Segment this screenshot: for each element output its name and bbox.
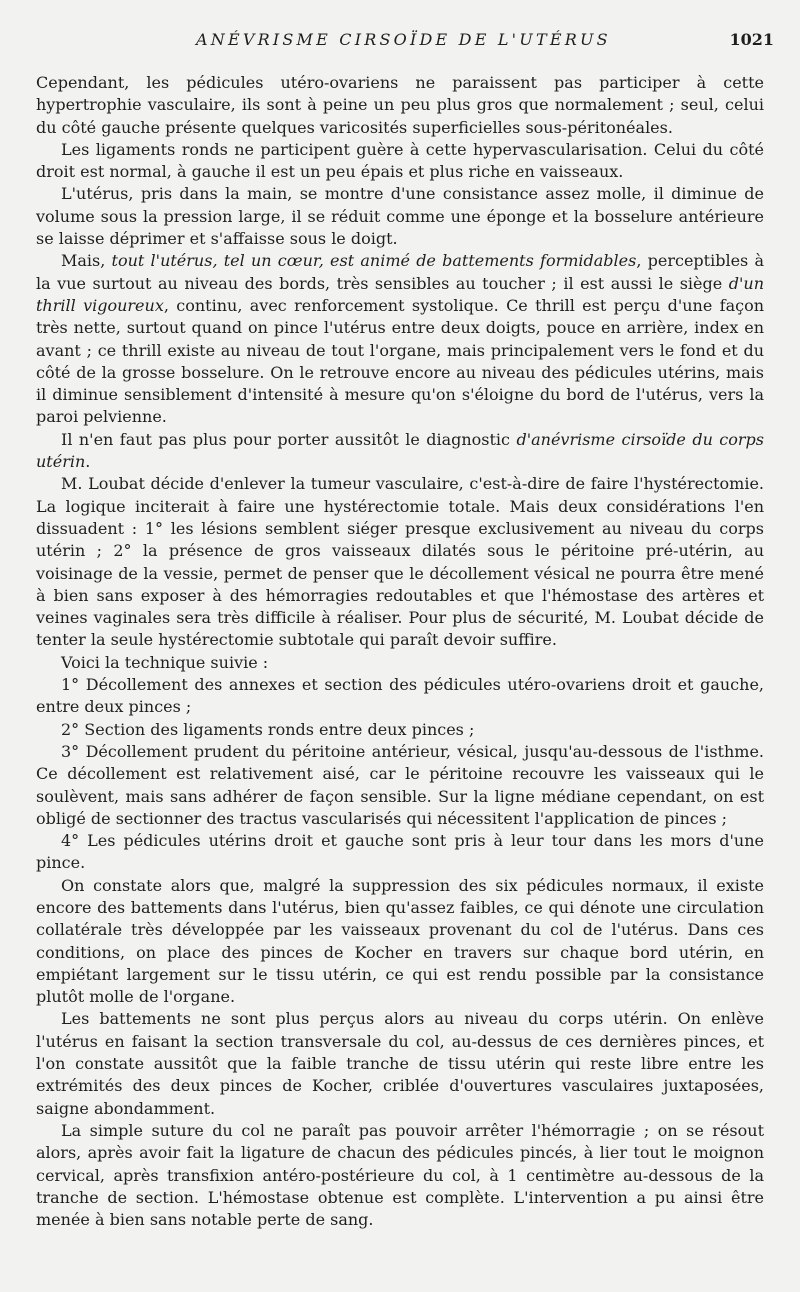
text-run: , continu, avec renforcement systolique. Ce thrill est perçu d'une façon très nette, surtout quand on pince l'utérus entre deux doigts, pouce en arrière, index en avant ; ce thrill existe au niveau de tout l'organe, mais principalement vers le fond et du côté de la grosse bosselure. On le retrouve encore au niveau des pédicules utérins, mais il diminue sensiblement d'intensité à mesure qu'on s'éloigne du bord de l'utérus, vers la paroi pelvienne. bbox=[36, 295, 764, 427]
list-item: 4° Les pédicules utérins droit et gauche sont pris à leur tour dans les mors d'une pince. bbox=[36, 831, 764, 873]
italic-text-run: d'un thrill vigoureux bbox=[36, 273, 764, 315]
text-run: . bbox=[85, 452, 91, 472]
page-header bbox=[36, 30, 774, 54]
paragraph: L'utérus, pris dans la main, se montre d'une consistance assez molle, il diminue de volume sous la pression large, il se réduit comme une éponge et la bosselure antérieure se laisse déprimer et s'affaisse sous le doigt. bbox=[36, 184, 764, 249]
text-run: Mais, bbox=[61, 251, 112, 271]
list-item: 2° Section des ligaments ronds entre deux pinces ; bbox=[61, 719, 475, 739]
text-run: , perceptibles à la vue surtout au niveau des bords, très sensibles au toucher ; il est aussi le siège bbox=[36, 251, 764, 293]
running-title: ANÉVRISME CIRSOÏDE DE L'UTÉRUS bbox=[196, 30, 611, 49]
paragraph: Cependant, les pédicules utéro-ovariens ne paraissent pas participer à cette hypertrophie vasculaire, ils sont à peine un peu plus gros que normalement ; seul, celui du côté gauche présente quelques varicosités superficielles sous-péritonéales. bbox=[36, 73, 764, 137]
body-text bbox=[36, 72, 764, 1231]
paragraph: M. Loubat décide d'enlever la tumeur vasculaire, c'est-à-dire de faire l'hystérectomie. La logique inciterait à faire une hystérectomie totale. Mais deux considérations l'en dissuadent : 1° les lésions semblent siéger presque exclusivement au niveau du corps utérin ; 2° la présence de gros vaisseaux dilatés sous le péritoine pré-utérin, au voisinage de la vessie, permet de penser que le décollement vésical ne pourra être mené à bien sans exposer à des hémorragies redoutables et que l'hémostase des artères et veines vaginales sera très difficile à réaliser. Pour plus de sécurité, M. Loubat décide de tenter la seule hystérectomie subtotale qui paraît devoir suffire. bbox=[36, 474, 764, 650]
list-item: 3° Décollement prudent du péritoine antérieur, vésical, jusqu'au-dessous de l'isthme. Ce décollement est relativement aisé, car le péritoine recouvre les vaisseaux qui le soulèvent, mais sans adhérer de façon sensible. Sur la ligne médiane cependant, on est obligé de sectionner des tractus vascularisés qui nécessitent l'application de pinces ; bbox=[36, 741, 764, 828]
list-item: 1° Décollement des annexes et section des pédicules utéro-ovariens droit et gauche, entre deux pinces ; bbox=[36, 675, 764, 717]
paragraph bbox=[36, 429, 764, 474]
text-run: Il n'en faut pas plus pour porter aussitôt le diagnostic bbox=[61, 429, 517, 449]
paragraph: Les ligaments ronds ne participent guère à cette hypervascularisation. Celui du côté droit est normal, à gauche il est un peu épais et plus riche en vaisseaux. bbox=[36, 139, 764, 182]
paragraph: Voici la technique suivie : bbox=[61, 652, 269, 672]
italic-text-run: d'anévrisme cirsoïde du corps utérin bbox=[36, 429, 764, 472]
paragraph: La simple suture du col ne paraît pas pouvoir arrêter l'hémorragie ; on se résout alors, après avoir fait la ligature de chacun des pédicules pincés, à lier tout le moignon cervical, après transfixion antéro-postérieure du col, à 1 centimètre au-dessous de la tranche de section. L'hémostase obtenue est complète. L'intervention a pu ainsi être menée à bien sans notable perte de sang. bbox=[36, 1120, 764, 1230]
italic-text-run: tout l'utérus, tel un cœur, est animé de battements formidables bbox=[111, 251, 637, 271]
paragraph: On constate alors que, malgré la suppression des six pédicules normaux, il existe encore des battements dans l'utérus, bien qu'assez faibles, ce qui dénote une circulation collatérale très développée par les vaisseaux provenant du col de l'utérus. Dans ces conditions, on place des pinces de Kocher en travers sur chaque bord utérin, en empiétant largement sur le tissu utérin, ce qui est rendu possible par la consistance plutôt molle de l'organe. bbox=[36, 875, 764, 1007]
paragraph bbox=[36, 250, 764, 428]
page-number: 1021 bbox=[729, 30, 774, 49]
paragraph: Les battements ne sont plus perçus alors au niveau du corps utérin. On enlève l'utérus en faisant la section transversale du col, au-dessus de ces dernières pinces, et l'on constate aussitôt que la faible tranche de tissu utérin qui reste libre entre les extrémités des deux pinces de Kocher, criblée d'ouvertures vasculaires juxtaposées, saigne abondamment. bbox=[36, 1009, 764, 1118]
